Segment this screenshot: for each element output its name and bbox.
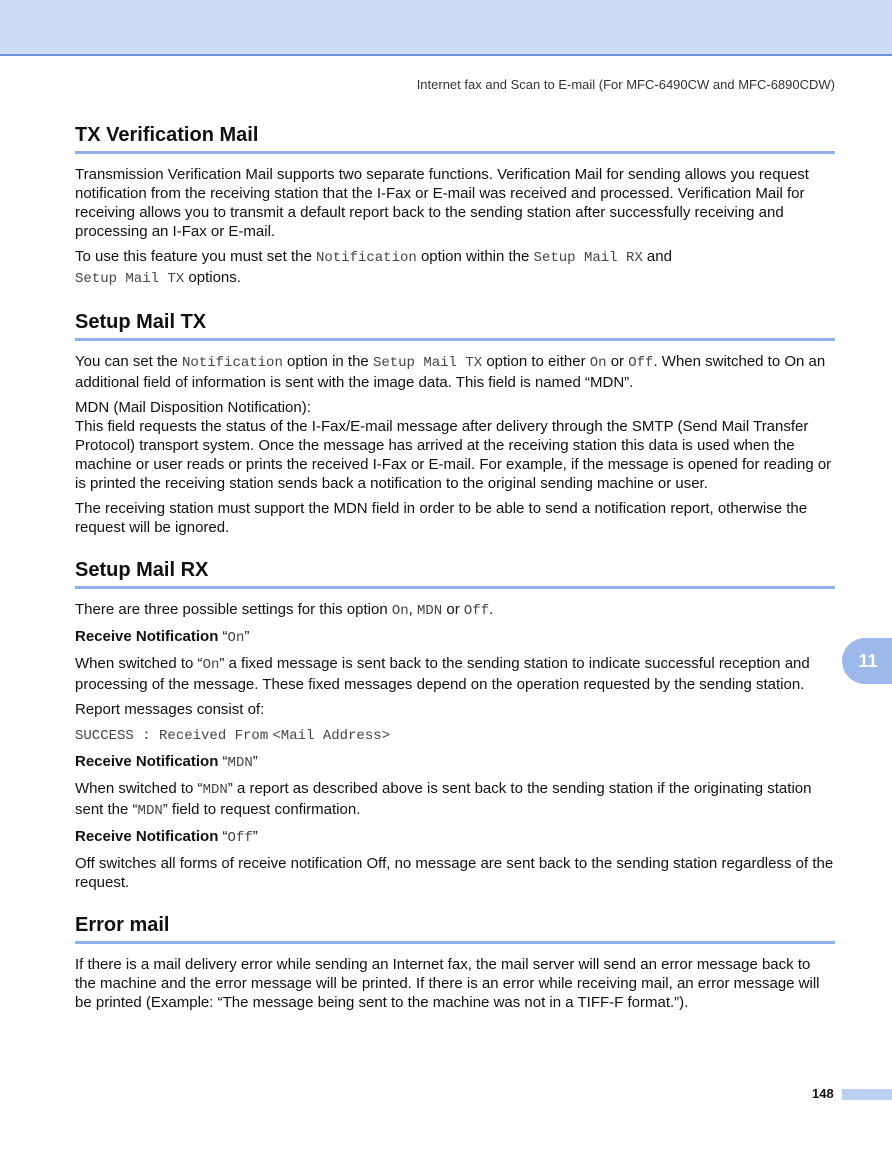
- text: You can set the: [75, 353, 183, 370]
- text: When switched to “: [75, 655, 203, 672]
- paragraph: [75, 654, 835, 694]
- text: MDN (Mail Disposition Notification):: [75, 399, 311, 416]
- page-number: 148: [812, 1086, 834, 1101]
- subheading-label: Receive Notification: [75, 628, 219, 645]
- text: “: [218, 628, 228, 645]
- text: “: [218, 753, 228, 770]
- section-setup-mail-rx: [75, 559, 835, 892]
- paragraph: Off switches all forms of receive notification Off, no message are sent back to the sending station regardless of the request.: [75, 855, 834, 891]
- report-message: [75, 725, 835, 746]
- setting-name: Notification: [182, 355, 283, 371]
- section-tx-verification-mail: [75, 124, 835, 289]
- text: ”: [244, 628, 250, 645]
- text: . When switched to On an additional field of information is sent with the image data. This field is named “MDN”.: [75, 353, 826, 391]
- report-address: <Mail Address>: [272, 728, 391, 744]
- section-title: Setup Mail RX: [75, 559, 835, 589]
- top-band: [0, 0, 892, 56]
- setting-value: MDN: [227, 755, 253, 771]
- text: ,: [408, 601, 417, 618]
- setting-value: On: [391, 603, 409, 619]
- page-number-bar: [842, 1089, 892, 1100]
- paragraph: [75, 779, 835, 821]
- text: ” a report as described above is sent back to the sending station if the originating station sent the “: [75, 780, 812, 818]
- paragraph: Transmission Verification Mail supports two separate functions. Verification Mail for sending allows you request notification from the receiving station that the I-Fax or E-mail was received and processed. Verification Mail for receiving allows you to transmit a default report back to the sending station after successfully receiving and processing an I-Fax or E-mail.: [75, 166, 809, 240]
- report-code: SUCCESS : Received From: [75, 728, 269, 744]
- running-header: Internet fax and Scan to E-mail (For MFC-6490CW and MFC-6890CDW): [416, 77, 835, 92]
- text: When switched to “: [75, 780, 203, 797]
- paragraph: [75, 247, 835, 289]
- text: option to either: [482, 353, 590, 370]
- text: and: [642, 248, 672, 265]
- text: or: [606, 353, 629, 370]
- setting-value: Off: [628, 355, 654, 371]
- section-title: TX Verification Mail: [75, 124, 835, 154]
- text: option within the: [416, 248, 534, 265]
- setting-name: Setup Mail TX: [372, 355, 483, 371]
- setting-value: On: [202, 657, 220, 673]
- text: ” field to request confirmation.: [162, 801, 361, 818]
- text: ” a fixed message is sent back to the sending station to indicate successful reception and processing of the message. These fixed messages depend on the operation requested by the sending station.: [75, 655, 810, 693]
- text: or: [442, 601, 464, 618]
- paragraph: [75, 600, 835, 621]
- subheading-label: Receive Notification: [75, 828, 219, 845]
- section-error-mail: [75, 914, 835, 1012]
- text: ”: [252, 753, 258, 770]
- text: This field requests the status of the I-Fax/E-mail message after delivery through the SMTP (Send Mail Transfer Protocol) transport system. Once the message has arrived at the receiving station this data is used when the machine or user reads or prints the received I-Fax or E-mail. For example, if the message is opened for reading or is printed the receiving station sends back a notification to the original sending machine or user.: [75, 418, 832, 492]
- paragraph: The receiving station must support the MDN field in order to be able to send a notification report, otherwise the request will be ignored.: [75, 500, 808, 536]
- setting-value: MDN: [202, 782, 228, 798]
- section-title: Setup Mail TX: [75, 311, 835, 341]
- text: .: [489, 601, 494, 618]
- setting-value: On: [227, 630, 245, 646]
- chapter-tab: 11: [842, 638, 892, 684]
- paragraph: [75, 398, 835, 493]
- setting-name: Notification: [315, 250, 417, 266]
- text: “: [218, 828, 228, 845]
- text: To use this feature you must set the: [75, 248, 316, 265]
- text: option in the: [282, 353, 373, 370]
- section-setup-mail-tx: [75, 311, 835, 537]
- setting-value: Off: [227, 830, 253, 846]
- setting-value: On: [589, 355, 607, 371]
- paragraph: [75, 352, 835, 392]
- section-title: Error mail: [75, 914, 835, 944]
- setting-value: Off: [463, 603, 490, 619]
- subheading-receive-mdn: [75, 752, 835, 773]
- subheading-receive-off: [75, 827, 835, 848]
- subheading-label: Receive Notification: [75, 753, 219, 770]
- text: There are three possible settings for this option: [75, 601, 392, 618]
- setting-name: Setup Mail RX: [533, 250, 643, 266]
- text: ”: [252, 828, 258, 845]
- setting-value: MDN: [417, 603, 443, 619]
- text: options.: [184, 269, 241, 286]
- paragraph: If there is a mail delivery error while sending an Internet fax, the mail server will send an error message back to the machine and the error message will be printed. If there is an error while receiving mail, an error message will be printed (Example: “The message being sent to the machine was not in a TIFF-F format.”).: [75, 956, 820, 1011]
- paragraph: Report messages consist of:: [75, 701, 265, 718]
- subheading-receive-on: [75, 627, 835, 648]
- page-content: [75, 124, 835, 1034]
- setting-name: Setup Mail TX: [75, 271, 185, 287]
- setting-value: MDN: [137, 803, 163, 819]
